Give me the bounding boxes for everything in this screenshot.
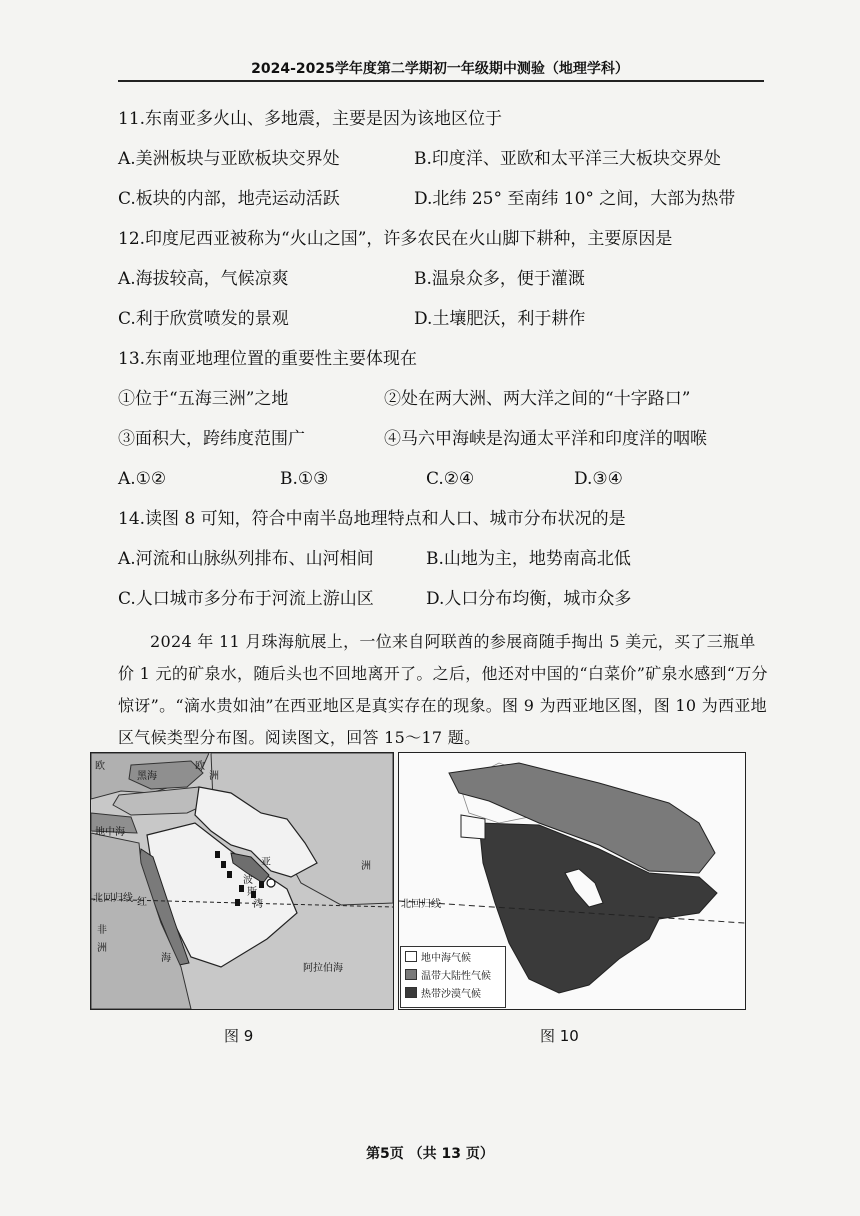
label-asia-1: 亚	[261, 857, 271, 868]
label-gulf-3: 湾	[253, 899, 263, 910]
label-continent-1: 洲	[209, 771, 219, 782]
q14-stem: 14.读图 8 可知，符合中南半岛地理特点和人口、城市分布状况的是	[118, 509, 626, 529]
q12-option-d: D.土壤肥沃，利于耕作	[414, 309, 586, 329]
legend-item-temperate	[401, 965, 505, 983]
q12-option-a: A.海拔较高，气候凉爽	[118, 269, 289, 289]
label-red-2: 海	[161, 953, 171, 964]
label-tropic-fig9: 北回归线	[93, 893, 133, 904]
q11-stem: 11.东南亚多火山、多地震，主要是因为该地区位于	[118, 109, 503, 129]
q14-option-d: D.人口分布均衡，城市众多	[426, 589, 632, 609]
q13-option-a: A.①②	[118, 469, 167, 489]
figure-9-map	[90, 752, 394, 1010]
q13-option-b: B.①③	[280, 469, 329, 489]
legend-label-temperate: 温带大陆性气候	[421, 970, 491, 982]
label-tropic-fig10: 北回归线	[401, 899, 441, 910]
passage: 2024 年 11 月珠海航展上，一位来自阿联酋的参展商随手掏出 5 美元，买了三瓶单价 1 元的矿泉水，随后头也不回地离开了。之后，他还对中国的“白菜价”矿泉水感到“万分惊讶”。“滴水贵如油”在西亚地区是真实存在的现象。图 9 为西亚地区图，图 10 为西亚地区气候类型分布图。阅读图文，回答 15～17 题。	[118, 632, 768, 747]
legend-swatch-mediterranean	[405, 951, 417, 962]
legend-label-desert: 热带沙漠气候	[421, 988, 481, 1000]
q13-option-d: D.③④	[574, 469, 623, 489]
label-africa-2: 洲	[97, 943, 107, 954]
label-mediterranean: 地中海	[95, 827, 125, 838]
label-asia-2: 洲	[361, 861, 371, 872]
q12-stem: 12.印度尼西亚被称为“火山之国”，许多农民在火山脚下耕种，主要原因是	[118, 229, 673, 249]
climate-legend	[400, 946, 506, 1008]
legend-swatch-desert	[405, 987, 417, 998]
legend-item-desert	[401, 983, 505, 1001]
legend-item-mediterranean	[401, 947, 505, 965]
legend-label-mediterranean: 地中海气候	[421, 952, 471, 964]
label-arabian-sea: 阿拉伯海	[303, 963, 343, 974]
q14-option-c: C.人口城市多分布于河流上游山区	[118, 589, 374, 609]
q12-option-b: B.温泉众多，便于灌溉	[414, 269, 585, 289]
q13-statement-2: ②处在两大洲、两大洋之间的“十字路口”	[384, 389, 691, 409]
figure-10-caption: 图 10	[540, 1027, 579, 1045]
label-gulf-2: 斯	[247, 887, 257, 898]
q14-option-b: B.山地为主，地势南高北低	[426, 549, 631, 569]
figure-9-caption: 图 9	[224, 1027, 254, 1045]
q13-statement-3: ③面积大，跨纬度范围广	[118, 429, 305, 449]
label-gulf-1: 波	[243, 875, 253, 886]
q11-option-d: D.北纬 25° 至南纬 10° 之间，大部为热带	[414, 189, 736, 209]
page-footer: 第5页 （共 13 页）	[366, 1146, 494, 1162]
legend-swatch-temperate	[405, 969, 417, 980]
q13-stem: 13.东南亚地理位置的重要性主要体现在	[118, 349, 418, 369]
q11-option-c: C.板块的内部，地壳运动活跃	[118, 189, 340, 209]
label-europe-1: 欧	[95, 761, 105, 772]
q13-option-c: C.②④	[426, 469, 475, 489]
q12-option-c: C.利于欣赏喷发的景观	[118, 309, 289, 329]
q11-option-b: B.印度洋、亚欧和太平洋三大板块交界处	[414, 149, 721, 169]
header-rule	[118, 80, 764, 82]
label-europe-2: 欧	[195, 761, 205, 772]
label-black-sea: 黑海	[137, 771, 157, 782]
west-asia-map-svg	[91, 753, 393, 1009]
q14-option-a: A.河流和山脉纵列排布、山河相间	[118, 549, 374, 569]
q13-statement-1: ①位于“五海三洲”之地	[118, 389, 289, 409]
label-red-1: 红	[137, 897, 147, 908]
q13-statement-4: ④马六甲海峡是沟通太平洋和印度洋的咽喉	[384, 429, 707, 449]
label-africa-1: 非	[97, 925, 107, 936]
q11-option-a: A.美洲板块与亚欧板块交界处	[118, 149, 340, 169]
page-header: 2024-2025学年度第二学期初一年级期中测验（地理学科）	[251, 61, 629, 77]
